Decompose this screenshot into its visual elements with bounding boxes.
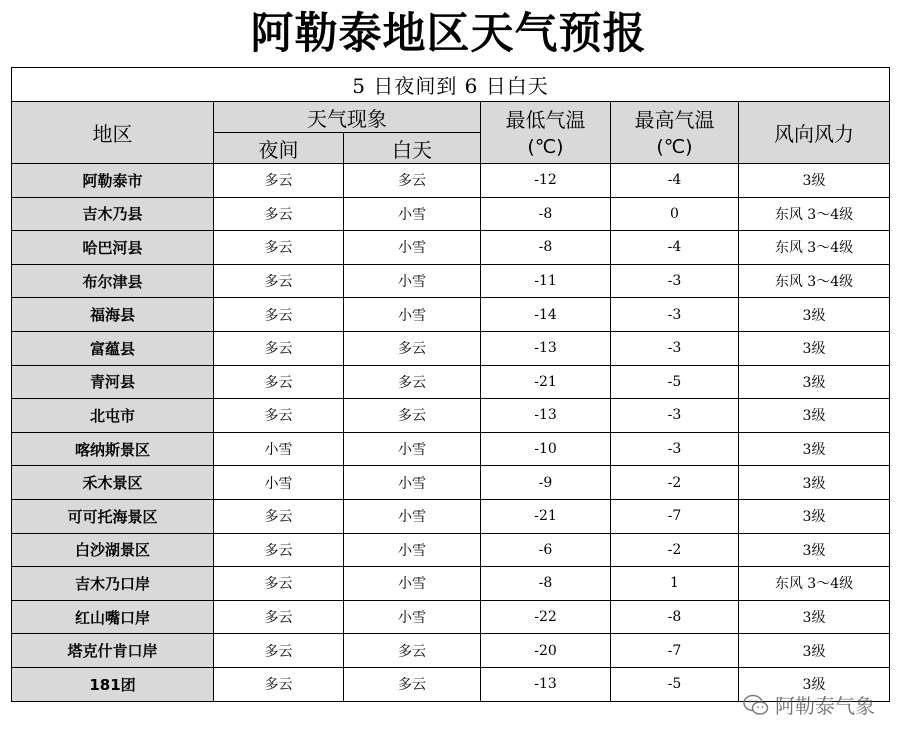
- wind-cell: 东风 3～4级: [739, 231, 890, 265]
- min-temp-cell: -13: [481, 399, 611, 433]
- day-weather-cell: 小雪: [344, 432, 481, 466]
- wind-cell: 东风 3～4级: [739, 567, 890, 601]
- max-temp-cell: 1: [611, 567, 739, 601]
- night-weather-cell: 多云: [214, 365, 344, 399]
- day-weather-cell: 多云: [344, 667, 481, 701]
- wind-cell: 3级: [739, 466, 890, 500]
- wind-cell: 3级: [739, 499, 890, 533]
- night-weather-cell: 多云: [214, 231, 344, 265]
- table-row: [12, 197, 890, 231]
- table-row: [12, 264, 890, 298]
- header-region: 地区: [12, 102, 214, 164]
- night-weather-cell: 多云: [214, 298, 344, 332]
- wind-cell: 3级: [739, 164, 890, 198]
- header-night: 夜间: [214, 133, 344, 164]
- table-row: [12, 331, 890, 365]
- region-cell: 福海县: [12, 298, 214, 332]
- forecast-rows: [12, 164, 890, 702]
- region-cell: 塔克什肯口岸: [12, 634, 214, 668]
- region-cell: 北屯市: [12, 399, 214, 433]
- day-weather-cell: 小雪: [344, 264, 481, 298]
- table-row: [12, 567, 890, 601]
- day-weather-cell: 多云: [344, 331, 481, 365]
- night-weather-cell: 多云: [214, 164, 344, 198]
- region-cell: 白沙湖景区: [12, 533, 214, 567]
- max-temp-cell: -3: [611, 331, 739, 365]
- wind-cell: 东风 3～4级: [739, 197, 890, 231]
- table-row: [12, 432, 890, 466]
- min-temp-cell: -21: [481, 365, 611, 399]
- max-temp-cell: -2: [611, 533, 739, 567]
- max-temp-cell: -7: [611, 634, 739, 668]
- region-cell: 阿勒泰市: [12, 164, 214, 198]
- wind-cell: 3级: [739, 533, 890, 567]
- night-weather-cell: 多云: [214, 667, 344, 701]
- day-weather-cell: 小雪: [344, 231, 481, 265]
- region-cell: 吉木乃口岸: [12, 567, 214, 601]
- night-weather-cell: 多云: [214, 399, 344, 433]
- header-min-temp-label: 最低气温: [505, 107, 586, 132]
- table-row: [12, 499, 890, 533]
- night-weather-cell: 多云: [214, 499, 344, 533]
- table-row: [12, 533, 890, 567]
- table-row: [12, 634, 890, 668]
- region-cell: 哈巴河县: [12, 231, 214, 265]
- night-weather-cell: 多云: [214, 197, 344, 231]
- max-temp-cell: -4: [611, 231, 739, 265]
- min-temp-cell: -8: [481, 231, 611, 265]
- wind-cell: 3级: [739, 298, 890, 332]
- night-weather-cell: 小雪: [214, 432, 344, 466]
- wind-cell: 3级: [739, 365, 890, 399]
- max-temp-cell: -2: [611, 466, 739, 500]
- day-weather-cell: 小雪: [344, 567, 481, 601]
- forecast-table: [11, 67, 890, 702]
- day-weather-cell: 小雪: [344, 600, 481, 634]
- wind-cell: 3级: [739, 600, 890, 634]
- max-temp-cell: -8: [611, 600, 739, 634]
- region-cell: 富蕴县: [12, 331, 214, 365]
- wind-cell: 3级: [739, 634, 890, 668]
- min-temp-cell: -9: [481, 466, 611, 500]
- table-row: [12, 365, 890, 399]
- region-cell: 可可托海景区: [12, 499, 214, 533]
- day-weather-cell: 小雪: [344, 466, 481, 500]
- day-weather-cell: 多云: [344, 399, 481, 433]
- header-max-temp-unit: (℃): [656, 135, 693, 158]
- min-temp-cell: -10: [481, 432, 611, 466]
- wind-cell: 3级: [739, 399, 890, 433]
- wechat-icon: [743, 694, 769, 716]
- min-temp-cell: -20: [481, 634, 611, 668]
- day-weather-cell: 多云: [344, 634, 481, 668]
- header-max-temp-label: 最高气温: [634, 107, 715, 132]
- day-weather-cell: 小雪: [344, 533, 481, 567]
- min-temp-cell: -14: [481, 298, 611, 332]
- watermark-text: 阿勒泰气象: [775, 694, 875, 718]
- page-title: 阿勒泰地区天气预报: [250, 9, 647, 59]
- max-temp-cell: -3: [611, 432, 739, 466]
- region-cell: 吉木乃县: [12, 197, 214, 231]
- wind-cell: 3级: [739, 432, 890, 466]
- header-min-temp: [481, 102, 611, 164]
- header-min-temp-unit: (℃): [527, 135, 564, 158]
- min-temp-cell: -12: [481, 164, 611, 198]
- max-temp-cell: -3: [611, 298, 739, 332]
- night-weather-cell: 多云: [214, 264, 344, 298]
- max-temp-cell: -3: [611, 399, 739, 433]
- region-cell: 禾木景区: [12, 466, 214, 500]
- night-weather-cell: 多云: [214, 533, 344, 567]
- night-weather-cell: 小雪: [214, 466, 344, 500]
- region-cell: 181团: [12, 667, 214, 701]
- header-weather: 天气现象: [214, 102, 481, 133]
- night-weather-cell: 多云: [214, 331, 344, 365]
- day-weather-cell: 多云: [344, 164, 481, 198]
- min-temp-cell: -6: [481, 533, 611, 567]
- min-temp-cell: -13: [481, 331, 611, 365]
- table-row: [12, 399, 890, 433]
- table-row: [12, 298, 890, 332]
- min-temp-cell: -8: [481, 197, 611, 231]
- wind-cell: 东风 3～4级: [739, 264, 890, 298]
- min-temp-cell: -22: [481, 600, 611, 634]
- max-temp-cell: -5: [611, 365, 739, 399]
- max-temp-cell: -7: [611, 499, 739, 533]
- min-temp-cell: -13: [481, 667, 611, 701]
- region-cell: 喀纳斯景区: [12, 432, 214, 466]
- day-weather-cell: 小雪: [344, 298, 481, 332]
- day-weather-cell: 多云: [344, 365, 481, 399]
- watermark: [743, 690, 875, 719]
- region-cell: 布尔津县: [12, 264, 214, 298]
- night-weather-cell: 多云: [214, 634, 344, 668]
- table-row: [12, 231, 890, 265]
- wind-cell: 3级: [739, 667, 890, 701]
- min-temp-cell: -21: [481, 499, 611, 533]
- header-wind: 风向风力: [739, 102, 890, 164]
- max-temp-cell: -4: [611, 164, 739, 198]
- header-day: 白天: [344, 133, 481, 164]
- table-row: [12, 164, 890, 198]
- region-cell: 青河县: [12, 365, 214, 399]
- table-row: [12, 466, 890, 500]
- max-temp-cell: -3: [611, 264, 739, 298]
- min-temp-cell: -8: [481, 567, 611, 601]
- day-weather-cell: 小雪: [344, 197, 481, 231]
- header-max-temp: [611, 102, 739, 164]
- max-temp-cell: 0: [611, 197, 739, 231]
- region-cell: 红山嘴口岸: [12, 600, 214, 634]
- night-weather-cell: 多云: [214, 600, 344, 634]
- min-temp-cell: -11: [481, 264, 611, 298]
- day-weather-cell: 小雪: [344, 499, 481, 533]
- night-weather-cell: 多云: [214, 567, 344, 601]
- table-row: [12, 600, 890, 634]
- max-temp-cell: -5: [611, 667, 739, 701]
- wind-cell: 3级: [739, 331, 890, 365]
- forecast-period: 5 日夜间到 6 日白天: [12, 68, 890, 102]
